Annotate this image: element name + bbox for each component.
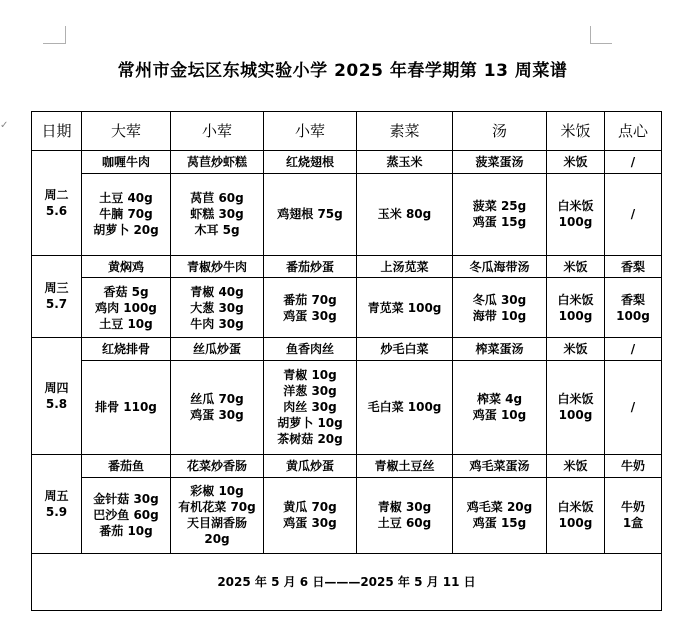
ingredient-line: 天目湖香肠 — [186, 516, 247, 531]
ingredient-line: 100g — [558, 308, 593, 323]
dish-side-meat-1: 青椒炒牛肉 — [171, 255, 264, 278]
ingredient-line: 牛奶 — [620, 500, 645, 515]
ingredient-line: 鸡蛋 30g — [190, 408, 244, 423]
ingredient-line: 20g — [204, 532, 230, 547]
ingredient-line: 白米饭 — [557, 199, 594, 214]
ingredient-line: 黄瓜 70g — [283, 500, 337, 515]
weekday-label: 周四 — [44, 381, 69, 396]
footer-row — [32, 554, 662, 611]
dish-snack: 牛奶 — [605, 455, 662, 478]
ingredients-snack — [605, 278, 662, 338]
header-date: 日期 — [32, 112, 82, 151]
header-row — [32, 112, 662, 151]
dish-row — [32, 455, 662, 478]
ingredients-side-meat-1 — [171, 477, 264, 553]
dish-side-meat-1: 丝瓜炒蛋 — [171, 338, 264, 361]
crop-mark-top-right-v — [590, 26, 591, 44]
ingredients-main-meat — [82, 278, 171, 338]
ingredient-line: 排骨 110g — [95, 400, 157, 415]
ingredient-line: 100g — [558, 516, 593, 531]
dish-side-meat-2: 鱼香肉丝 — [264, 338, 357, 361]
dish-side-meat-2: 红烧翅根 — [264, 151, 357, 174]
header-soup: 汤 — [453, 112, 547, 151]
dish-side-meat-1: 莴苣炒虾糕 — [171, 151, 264, 174]
ingredient-line: 莴苣 60g — [190, 191, 244, 206]
dish-rice: 米饭 — [547, 255, 605, 278]
date-range: 2025 年 5 月 6 日———2025 年 5 月 11 日 — [32, 554, 662, 611]
ingredient-line: 青椒 10g — [283, 368, 337, 383]
dish-soup: 鸡毛菜蛋汤 — [453, 455, 547, 478]
dish-rice: 米饭 — [547, 455, 605, 478]
dish-side-meat-2: 番茄炒蛋 — [264, 255, 357, 278]
ingredients-side-meat-2 — [264, 477, 357, 553]
day-cell — [32, 151, 82, 256]
ingredient-line: 金针菇 30g — [93, 492, 159, 507]
dish-vegetable: 上汤苋菜 — [357, 255, 453, 278]
ingredients-main-meat — [82, 173, 171, 255]
dish-rice: 米饭 — [547, 151, 605, 174]
crop-mark-top-left-v — [65, 26, 66, 44]
ingredients-side-meat-1 — [171, 360, 264, 455]
ingredient-line: 青椒 40g — [190, 284, 244, 299]
day-cell — [32, 338, 82, 455]
ingredient-line: 牛腩 70g — [99, 207, 153, 222]
dish-side-meat-1: 花菜炒香肠 — [171, 455, 264, 478]
ingredients-side-meat-2 — [264, 173, 357, 255]
dish-vegetable: 蒸玉米 — [357, 151, 453, 174]
ingredient-line: 冬瓜 30g — [472, 292, 527, 307]
ingredients-rice — [547, 278, 605, 338]
ingredients-vegetable — [357, 278, 453, 338]
ingredients-side-meat-2 — [264, 360, 357, 455]
menu-body — [32, 151, 662, 554]
ingredients-main-meat — [82, 360, 171, 455]
ingredient-line: 大葱 30g — [190, 300, 244, 315]
ingredient-line: 洋葱 30g — [283, 384, 337, 399]
ingredient-line: 番茄 10g — [99, 524, 153, 539]
dish-vegetable: 青椒土豆丝 — [357, 455, 453, 478]
ingredient-line: 木耳 5g — [194, 223, 240, 238]
ingredient-line: 榨菜 4g — [476, 392, 523, 407]
ingredient-line: 虾糕 30g — [190, 207, 244, 222]
ingredient-row — [32, 360, 662, 455]
ingredients-vegetable — [357, 173, 453, 255]
date-label: 5.8 — [45, 397, 68, 412]
ingredient-line: 番茄 70g — [283, 292, 337, 307]
ingredient-line: 100g — [558, 408, 593, 423]
dish-main-meat: 黄焖鸡 — [82, 255, 171, 278]
ingredient-line: 毛白菜 100g — [367, 400, 442, 415]
dish-main-meat: 咖喱牛肉 — [82, 151, 171, 174]
ingredient-line: / — [630, 207, 636, 222]
dish-soup: 菠菜蛋汤 — [453, 151, 547, 174]
dish-soup: 冬瓜海带汤 — [453, 255, 547, 278]
dish-main-meat: 番茄鱼 — [82, 455, 171, 478]
ingredient-line: 海带 10g — [472, 308, 527, 323]
ingredient-line: 茶树菇 20g — [277, 432, 343, 447]
header-side-meat-1: 小荤 — [171, 112, 264, 151]
ingredient-line: 100g — [558, 215, 593, 230]
ingredients-rice — [547, 477, 605, 553]
ingredient-line: 土豆 40g — [99, 191, 153, 206]
ingredient-line: / — [630, 400, 636, 415]
ingredient-line: 有机花菜 70g — [178, 500, 256, 515]
dish-side-meat-2: 黄瓜炒蛋 — [264, 455, 357, 478]
ingredient-line: 鸡毛菜 20g — [466, 500, 533, 515]
day-cell — [32, 455, 82, 554]
ingredient-line: 白米饭 — [557, 292, 594, 307]
dish-row — [32, 338, 662, 361]
ingredient-line: 丝瓜 70g — [190, 392, 244, 407]
weekday-label: 周二 — [44, 187, 69, 202]
ingredients-snack — [605, 360, 662, 455]
ingredient-line: 土豆 60g — [377, 516, 432, 531]
date-label: 5.9 — [45, 505, 68, 520]
ingredients-soup — [453, 173, 547, 255]
ingredient-row — [32, 278, 662, 338]
header-rice: 米饭 — [547, 112, 605, 151]
ingredient-line: 鸡蛋 30g — [283, 516, 337, 531]
ingredient-line: 鸡蛋 15g — [472, 516, 527, 531]
ingredients-snack — [605, 173, 662, 255]
ingredient-line: 菠菜 25g — [472, 199, 527, 214]
ingredient-line: 青椒 30g — [377, 500, 432, 515]
ingredient-line: 白米饭 — [557, 500, 594, 515]
header-snack: 点心 — [605, 112, 662, 151]
dish-soup: 榨菜蛋汤 — [453, 338, 547, 361]
ingredient-line: 鸡蛋 15g — [472, 215, 527, 230]
ingredient-line: 青苋菜 100g — [367, 300, 442, 315]
header-main-meat: 大荤 — [82, 112, 171, 151]
weekday-label: 周三 — [44, 281, 69, 296]
weekday-label: 周五 — [44, 489, 69, 504]
ingredients-rice — [547, 360, 605, 455]
ingredients-side-meat-2 — [264, 278, 357, 338]
ingredients-soup — [453, 278, 547, 338]
dish-row — [32, 151, 662, 174]
header-side-meat-2: 小荤 — [264, 112, 357, 151]
date-label: 5.6 — [45, 203, 68, 218]
ingredient-line: 香梨 — [620, 292, 645, 307]
header-vegetable: 素菜 — [357, 112, 453, 151]
ingredient-line: 胡萝卜 10g — [277, 416, 343, 431]
ingredient-line: 鸡翅根 75g — [277, 207, 343, 222]
ingredient-line: 鸡肉 100g — [95, 300, 157, 315]
dish-rice: 米饭 — [547, 338, 605, 361]
ingredients-side-meat-1 — [171, 278, 264, 338]
ingredients-vegetable — [357, 477, 453, 553]
ingredient-line: 土豆 10g — [99, 316, 153, 331]
crop-mark-top-right-h — [590, 43, 612, 44]
ingredients-main-meat — [82, 477, 171, 553]
ingredient-line: 彩椒 10g — [190, 484, 244, 499]
ingredient-line: 香菇 5g — [103, 284, 149, 299]
ingredient-line: 白米饭 — [557, 392, 594, 407]
ingredient-line: 牛肉 30g — [190, 316, 244, 331]
ingredient-line: 玉米 80g — [377, 207, 432, 222]
margin-mark: ✓ — [0, 120, 9, 131]
ingredients-soup — [453, 360, 547, 455]
ingredient-line: 鸡蛋 30g — [283, 308, 337, 323]
ingredients-soup — [453, 477, 547, 553]
dish-snack: 香梨 — [605, 255, 662, 278]
ingredient-row — [32, 173, 662, 255]
date-label: 5.7 — [45, 297, 68, 312]
ingredient-line: 巴沙鱼 60g — [93, 508, 159, 523]
dish-snack: / — [605, 338, 662, 361]
ingredient-line: 鸡蛋 10g — [472, 408, 527, 423]
ingredient-line: 肉丝 30g — [283, 400, 337, 415]
menu-table — [31, 111, 662, 611]
ingredients-vegetable — [357, 360, 453, 455]
ingredient-line: 100g — [616, 308, 650, 323]
ingredients-rice — [547, 173, 605, 255]
ingredients-snack — [605, 477, 662, 553]
ingredient-line: 1盒 — [622, 516, 644, 531]
dish-main-meat: 红烧排骨 — [82, 338, 171, 361]
dish-snack: / — [605, 151, 662, 174]
page-title: 常州市金坛区东城实验小学 2025 年春学期第 13 周菜谱 — [117, 61, 568, 81]
dish-vegetable: 炒毛白菜 — [357, 338, 453, 361]
ingredients-side-meat-1 — [171, 173, 264, 255]
dish-row — [32, 255, 662, 278]
day-cell — [32, 255, 82, 337]
ingredient-row — [32, 477, 662, 553]
crop-mark-top-left-h — [43, 43, 65, 44]
ingredient-line: 胡萝卜 20g — [93, 223, 159, 238]
